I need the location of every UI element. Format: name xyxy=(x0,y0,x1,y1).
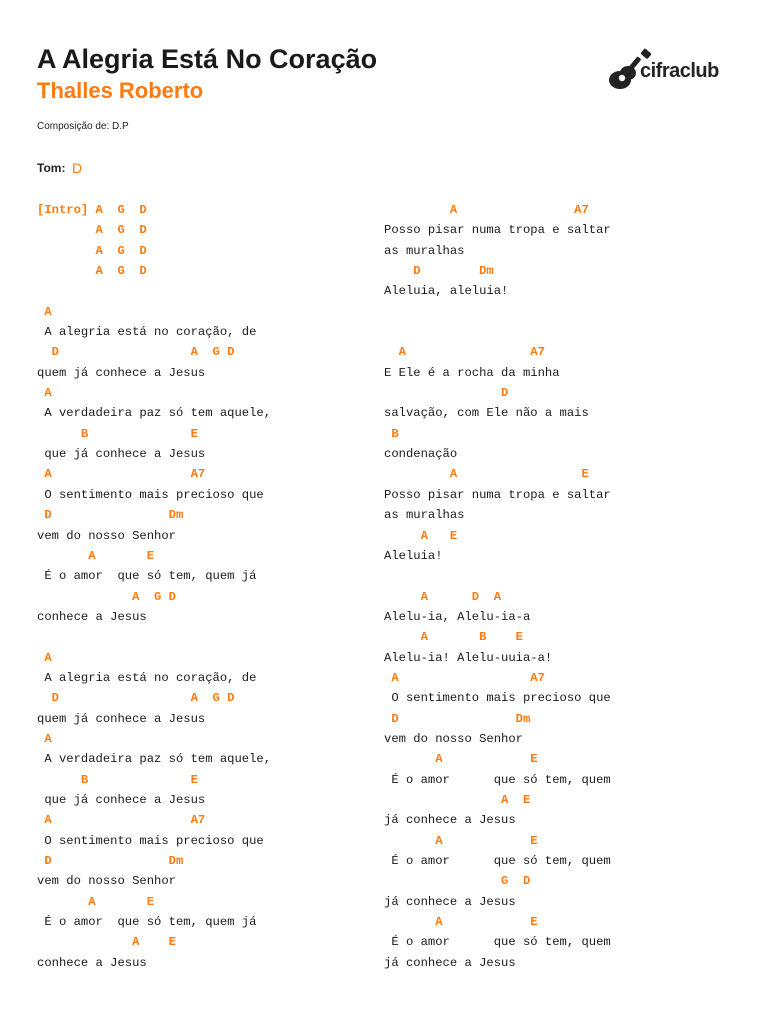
lyric-line: Posso pisar numa tropa e saltar xyxy=(384,223,611,238)
lyric-line: É o amor que só tem, quem xyxy=(384,935,611,950)
chord-line[interactable]: A xyxy=(37,386,52,401)
lyric-line: as muralhas xyxy=(384,243,465,258)
chord-line[interactable]: A G D xyxy=(37,243,147,258)
chord-line[interactable]: B E xyxy=(37,426,198,441)
lyric-line: O sentimento mais precioso que xyxy=(37,833,264,848)
lyric-line: vem do nosso Senhor xyxy=(37,528,176,543)
lyric-line: E Ele é a rocha da minha xyxy=(384,365,560,380)
lyric-line: A alegria está no coração, de xyxy=(37,670,257,685)
blank-line xyxy=(384,566,744,586)
blank-line xyxy=(384,322,744,342)
lyric-line: já conhece a Jesus xyxy=(384,894,516,909)
chord-line[interactable]: A E xyxy=(384,915,538,930)
lyric-line: quem já conhece a Jesus xyxy=(37,711,206,726)
chord-line[interactable]: A G D xyxy=(37,223,147,238)
chord-line[interactable]: A A7 xyxy=(37,467,206,482)
lyric-line: conhece a Jesus xyxy=(37,609,147,624)
lyric-line: vem do nosso Senhor xyxy=(384,731,523,746)
chord-line[interactable]: A G D xyxy=(37,264,147,279)
lyric-line: já conhece a Jesus xyxy=(384,955,516,970)
chord-line[interactable]: [Intro] A G D xyxy=(37,203,147,217)
chord-line[interactable]: A E xyxy=(37,894,155,909)
chord-line[interactable]: A D A xyxy=(384,589,502,604)
chord-sheet-left-column xyxy=(37,200,377,973)
chord-line[interactable]: B xyxy=(384,426,399,441)
chord-line[interactable]: A E xyxy=(37,548,155,563)
lyric-line: A alegria está no coração, de xyxy=(37,325,257,340)
chord-line[interactable]: A E xyxy=(384,833,538,848)
lyric-line: A verdadeira paz só tem aquele, xyxy=(37,406,272,421)
lyric-line: já conhece a Jesus xyxy=(384,813,516,828)
chord-sheet-right-column xyxy=(384,200,744,973)
key-label: Tom: xyxy=(37,161,66,175)
chord-line[interactable]: A A7 xyxy=(384,670,545,685)
chord-line[interactable]: A E xyxy=(384,467,589,482)
chord-line[interactable]: D Dm xyxy=(384,264,494,279)
key-value[interactable]: D xyxy=(72,160,83,176)
lyric-line: quem já conhece a Jesus xyxy=(37,365,206,380)
lyric-line: salvação, com Ele não a mais xyxy=(384,406,589,421)
lyric-line: Aleluia, aleluia! xyxy=(384,284,509,299)
lyric-line: Posso pisar numa tropa e saltar xyxy=(384,487,611,502)
chord-line[interactable]: A E xyxy=(384,752,538,767)
lyric-line: Alelu-ia! Alelu-uuia-a! xyxy=(384,650,553,665)
lyric-line: que já conhece a Jesus xyxy=(37,792,206,807)
lyric-line: conhece a Jesus xyxy=(37,955,147,970)
lyric-line: Aleluia! xyxy=(384,548,443,563)
chord-line[interactable]: A A7 xyxy=(37,813,206,828)
chord-line[interactable]: A xyxy=(37,650,52,665)
lyric-line: que já conhece a Jesus xyxy=(37,447,206,462)
blank-line xyxy=(37,281,377,301)
chord-line[interactable]: D Dm xyxy=(384,711,531,726)
chord-line[interactable]: A xyxy=(37,731,52,746)
lyric-line: É o amor que só tem, quem xyxy=(384,854,611,868)
song-title: A Alegria Está No Coração xyxy=(37,44,378,74)
composer-credit: Composição de: D.P xyxy=(37,121,129,132)
lyric-line: vem do nosso Senhor xyxy=(37,874,176,889)
lyric-line: as muralhas xyxy=(384,508,465,523)
chord-line[interactable]: D xyxy=(384,386,509,401)
lyric-line: A verdadeira paz só tem aquele, xyxy=(37,752,272,767)
blank-line xyxy=(384,302,744,322)
lyric-line: É o amor que só tem, quem já xyxy=(37,569,257,584)
lyric-line: O sentimento mais precioso que xyxy=(37,487,264,502)
chord-line[interactable]: A G D xyxy=(37,589,176,604)
chord-line[interactable]: D Dm xyxy=(37,508,184,523)
cifraclub-logo[interactable]: cifraclub xyxy=(640,60,719,82)
chord-line[interactable]: A E xyxy=(37,935,176,950)
chord-line[interactable]: A A7 xyxy=(384,203,589,217)
chord-line[interactable]: B E xyxy=(37,772,198,787)
lyric-line: É o amor que só tem, quem xyxy=(384,772,611,787)
artist-name[interactable]: Thalles Roberto xyxy=(37,78,204,103)
chord-line[interactable]: A E xyxy=(384,528,458,543)
chord-line[interactable]: A xyxy=(37,304,52,319)
lyric-line: condenação xyxy=(384,447,458,462)
chord-line[interactable]: A A7 xyxy=(384,345,545,360)
lyric-line: É o amor que só tem, quem já xyxy=(37,915,257,930)
chord-line[interactable]: D A G D xyxy=(37,691,235,706)
chord-line[interactable]: D Dm xyxy=(37,854,184,868)
chord-line[interactable]: A B E xyxy=(384,630,523,645)
lyric-line: O sentimento mais precioso que xyxy=(384,691,611,706)
lyric-line: Alelu-ia, Alelu-ia-a xyxy=(384,609,531,624)
chord-line[interactable]: D A G D xyxy=(37,345,235,360)
blank-line xyxy=(37,627,377,647)
chord-line[interactable]: A E xyxy=(384,792,531,807)
chord-line[interactable]: G D xyxy=(384,874,531,889)
